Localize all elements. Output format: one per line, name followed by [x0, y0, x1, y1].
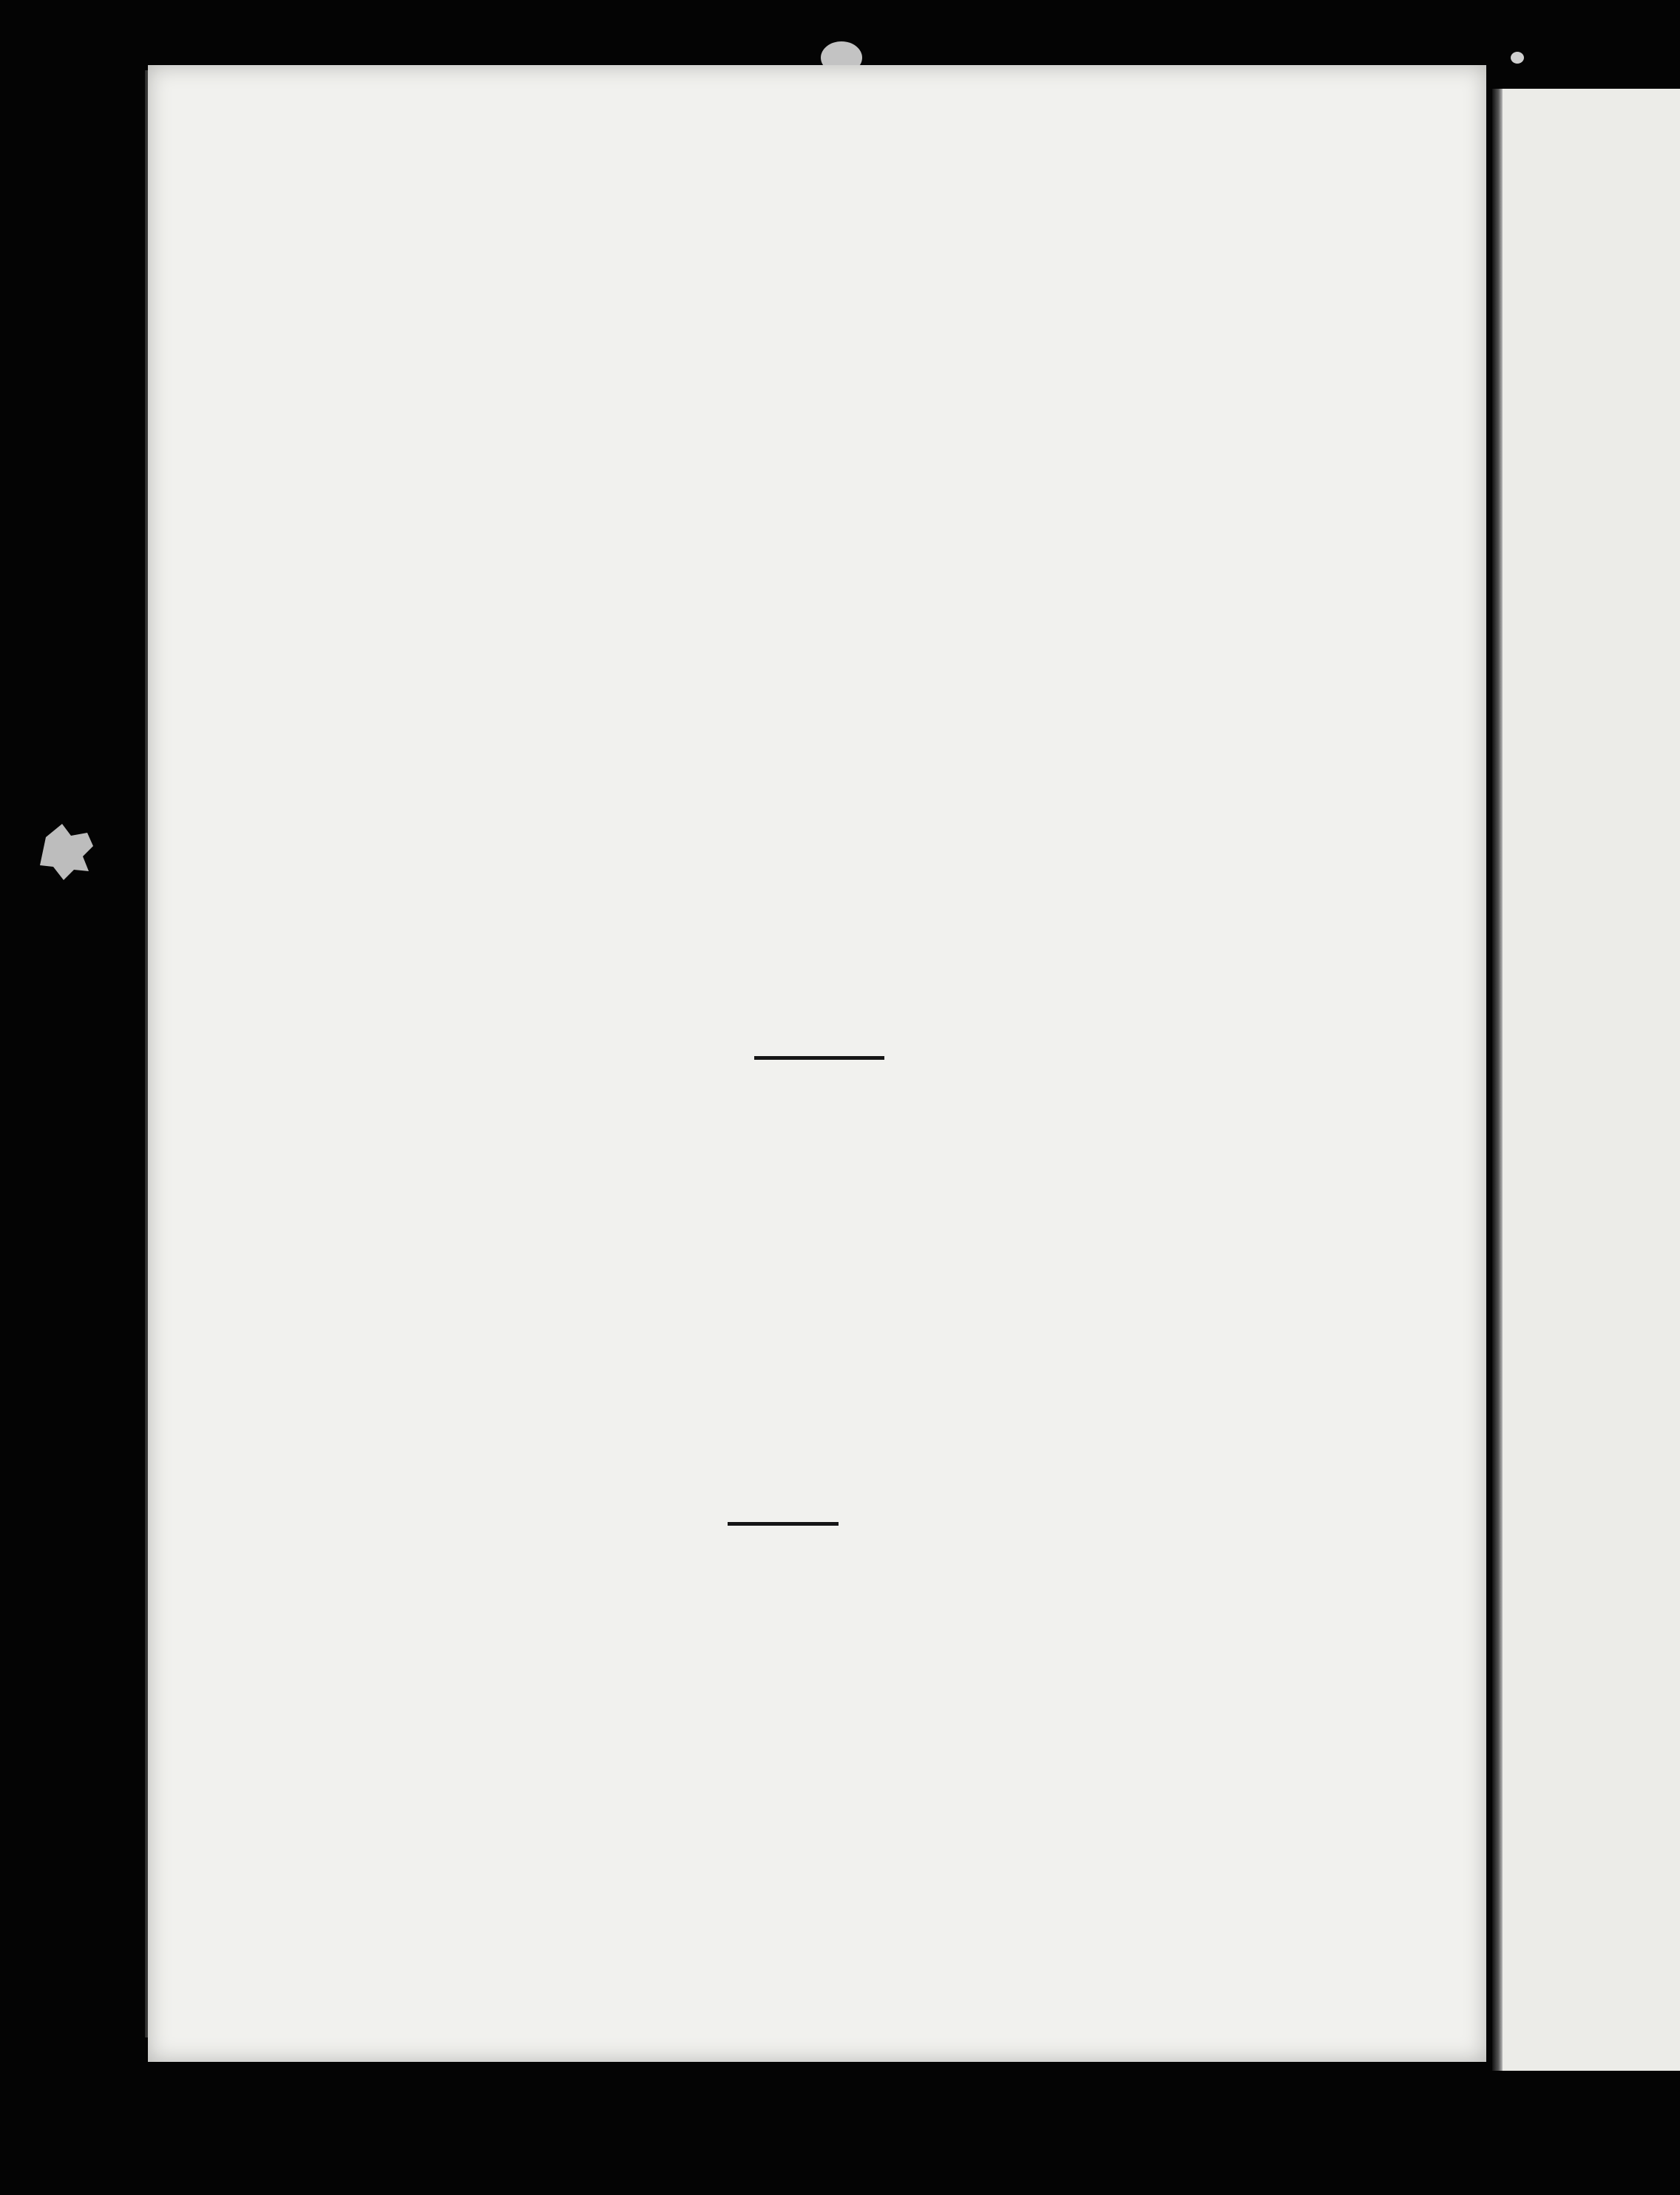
section-divider-1 [754, 1056, 884, 1060]
section-divider-2 [728, 1522, 839, 1526]
facing-page-edge [1492, 89, 1503, 2071]
book-page [148, 65, 1486, 2062]
facing-page [1492, 89, 1680, 2071]
